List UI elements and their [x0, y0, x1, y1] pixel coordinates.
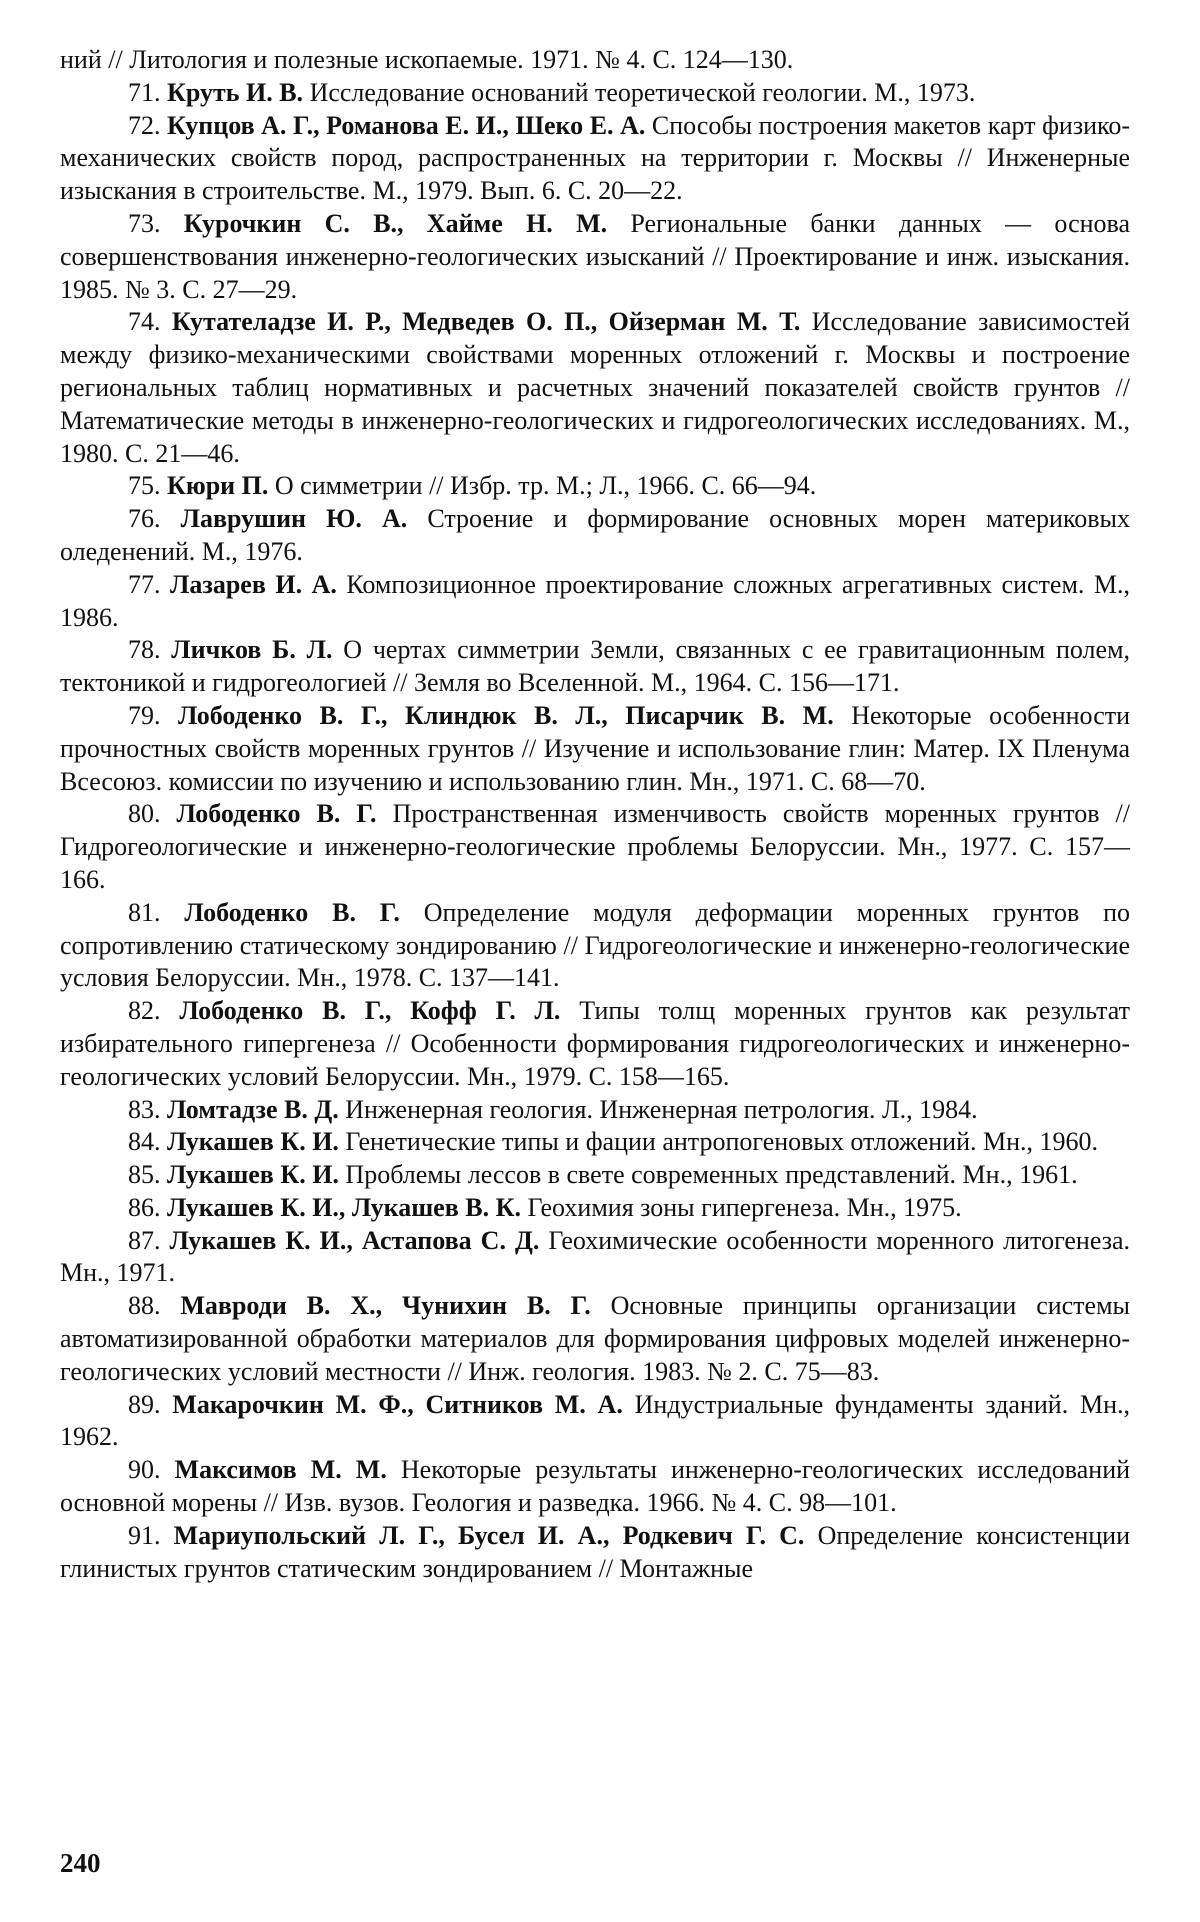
reference-list	[60, 77, 1130, 1586]
reference-entry	[60, 569, 1130, 635]
reference-authors: Лукашев К. И., Астапова С. Д.	[169, 1225, 540, 1255]
reference-number: 76.	[128, 504, 161, 534]
reference-authors: Лукашев К. И.	[167, 1160, 339, 1190]
reference-number: 89.	[128, 1389, 161, 1419]
reference-number: 77.	[128, 569, 161, 599]
reference-authors: Курочкин С. В., Хайме Н. М.	[183, 208, 608, 238]
reference-entry	[60, 1290, 1130, 1388]
reference-title: Определение консистенции глинистых грунтов статическим зондированием // Монтажные	[60, 1520, 1131, 1583]
reference-entry	[60, 1192, 1130, 1225]
reference-number: 87.	[128, 1225, 161, 1255]
reference-number: 90.	[128, 1455, 161, 1485]
reference-title: О симметрии // Избр. тр. М.; Л., 1966. С. 66—94.	[274, 471, 817, 501]
reference-authors: Лаврушин Ю. А.	[180, 504, 408, 534]
reference-authors: Ломтадзе В. Д.	[167, 1094, 339, 1124]
reference-title: Инженерная геология. Инженерная петрология. Л., 1984.	[345, 1094, 978, 1124]
reference-number: 80.	[128, 799, 161, 829]
reference-entry	[60, 77, 1130, 110]
reference-entry	[60, 503, 1130, 569]
reference-title: Определение модуля деформации моренных грунтов по сопротивлению статическому зондированию // Гидрогеологические и инженерно-геологические условия Белоруссии. Мн., 1978. С. 137—141.	[60, 897, 1131, 993]
reference-authors: Максимов М. М.	[174, 1455, 387, 1485]
reference-number: 84.	[128, 1127, 161, 1157]
reference-title: О чертах симметрии Земли, связанных с ее гравитационным полем, тектоникой и гидрогеологией // Земля во Вселенной. М., 1964. С. 156—171.	[60, 635, 1131, 698]
reference-entry	[60, 1454, 1130, 1520]
reference-entry	[60, 1520, 1130, 1586]
reference-authors: Купцов А. Г., Романова Е. И., Шеко Е. А.	[167, 110, 646, 140]
reference-number: 88.	[128, 1291, 161, 1321]
reference-number: 72.	[128, 110, 161, 140]
reference-number: 83.	[128, 1094, 161, 1124]
reference-entry	[60, 306, 1130, 470]
reference-title: Некоторые особенности прочностных свойств моренных грунтов // Изучение и использование глин: Матер. IX Пленума Всесоюз. комиссии по изучению и использованию глин. Мн., 1971. С. 68—70.	[60, 700, 1131, 796]
reference-entry	[60, 995, 1130, 1093]
reference-authors: Лободенко В. Г., Клиндюк В. Л., Писарчик В. М.	[178, 700, 834, 730]
reference-entry	[60, 700, 1130, 798]
reference-title: Геохимические особенности моренного литогенеза. Мн., 1971.	[60, 1225, 1131, 1288]
reference-authors: Лукашев К. И.	[167, 1127, 339, 1157]
reference-authors: Лободенко В. Г.	[176, 799, 377, 829]
reference-authors: Лазарев И. А.	[170, 569, 337, 599]
reference-title: Исследование оснований теоретической геологии. М., 1973.	[309, 77, 976, 107]
reference-authors: Кюри П.	[167, 471, 269, 501]
reference-title: Пространственная изменчивость свойств моренных грунтов // Гидрогеологические и инженерно-геологические проблемы Белоруссии. Мн., 1977. С. 157—166.	[60, 799, 1130, 894]
reference-authors: Лукашев К. И., Лукашев В. К.	[167, 1192, 521, 1222]
reference-authors: Макарочкин М. Ф., Ситников М. А.	[172, 1389, 623, 1419]
reference-authors: Кутателадзе И. Р., Медведев О. П., Ойзерман М. Т.	[171, 307, 801, 337]
reference-number: 85.	[128, 1160, 161, 1190]
reference-title: Проблемы лессов в свете современных представлений. Мн., 1961.	[345, 1160, 1078, 1190]
reference-number: 91.	[128, 1520, 161, 1550]
reference-authors: Лободенко В. Г.	[184, 897, 400, 927]
reference-entry	[60, 208, 1130, 306]
reference-entry	[60, 634, 1130, 700]
bibliography-page	[60, 44, 1130, 1585]
reference-entry	[60, 1389, 1130, 1455]
reference-title: Способы построения макетов карт физико-механических свойств пород, распространенных на территории г. Москвы // Инженерные изыскания в строительстве. М., 1979. Вып. 6. С. 20—22.	[60, 110, 1130, 206]
reference-title: Геохимия зоны гипергенеза. Мн., 1975.	[527, 1192, 962, 1222]
reference-authors: Личков Б. Л.	[171, 635, 333, 665]
reference-number: 81.	[128, 897, 161, 927]
reference-entry	[60, 110, 1130, 208]
reference-title: Строение и формирование основных морен материковых оледенений. М., 1976.	[60, 504, 1130, 566]
continued-reference-text: ний // Литология и полезные ископаемые. 1971. № 4. С. 124—130.	[60, 45, 794, 74]
reference-number: 71.	[128, 77, 161, 107]
reference-entry	[60, 1159, 1130, 1192]
reference-entry	[60, 1225, 1130, 1291]
reference-authors: Лободенко В. Г., Кофф Г. Л.	[179, 996, 561, 1026]
reference-title: Региональные банки данных — основа совершенствования инженерно-геологических изысканий // Проектирование и инж. изыскания. 1985. № 3. С. 27—29.	[60, 208, 1131, 304]
reference-number: 74.	[128, 307, 161, 337]
reference-title: Исследование зависимостей между физико-механическими свойствами моренных отложений г. Москвы и построение региональных таблиц нормативных и расчетных значений показателей свойств грунтов // Математические методы в инженерно-геологических и гидрогеологических исследованиях. М., 1980. С. 21—46.	[60, 307, 1131, 468]
reference-title: Генетические типы и фации антропогеновых отложений. Мн., 1960.	[345, 1127, 1099, 1157]
reference-title: Типы толщ моренных грунтов как результат избирательного гипергенеза // Особенности формирования гидрогеологических и инженерно-геологических условий Белоруссии. Мн., 1979. С. 158—165.	[60, 996, 1131, 1091]
reference-number: 86.	[128, 1192, 161, 1222]
reference-number: 73.	[128, 208, 161, 238]
reference-authors: Мавроди В. Х., Чунихин В. Г.	[180, 1291, 591, 1321]
reference-authors: Мариупольский Л. Г., Бусел И. А., Родкевич Г. С.	[173, 1520, 805, 1550]
reference-entry	[60, 798, 1130, 896]
reference-title: Композиционное проектирование сложных агрегативных систем. М., 1986.	[60, 569, 1131, 632]
reference-authors: Круть И. В.	[167, 77, 304, 107]
page-number: 240	[60, 1848, 101, 1878]
reference-entry	[60, 470, 1130, 503]
reference-number: 79.	[128, 700, 161, 730]
reference-number: 82.	[128, 996, 161, 1026]
reference-title: Некоторые результаты инженерно-геологических исследований основной морены // Изв. вузов. Геология и разведка. 1966. № 4. С. 98—101.	[60, 1455, 1131, 1518]
reference-entry	[60, 1094, 1130, 1127]
reference-title: Основные принципы организации системы автоматизированной обработки материалов для формирования цифровых моделей инженерно-геологических условий местности // Инж. геология. 1983. № 2. С. 75—83.	[60, 1291, 1131, 1386]
reference-number: 78.	[128, 635, 161, 665]
reference-entry	[60, 1126, 1130, 1159]
reference-title: Индустриальные фундаменты зданий. Мн., 1962.	[60, 1389, 1131, 1452]
reference-entry	[60, 897, 1130, 995]
reference-number: 75.	[128, 471, 161, 501]
